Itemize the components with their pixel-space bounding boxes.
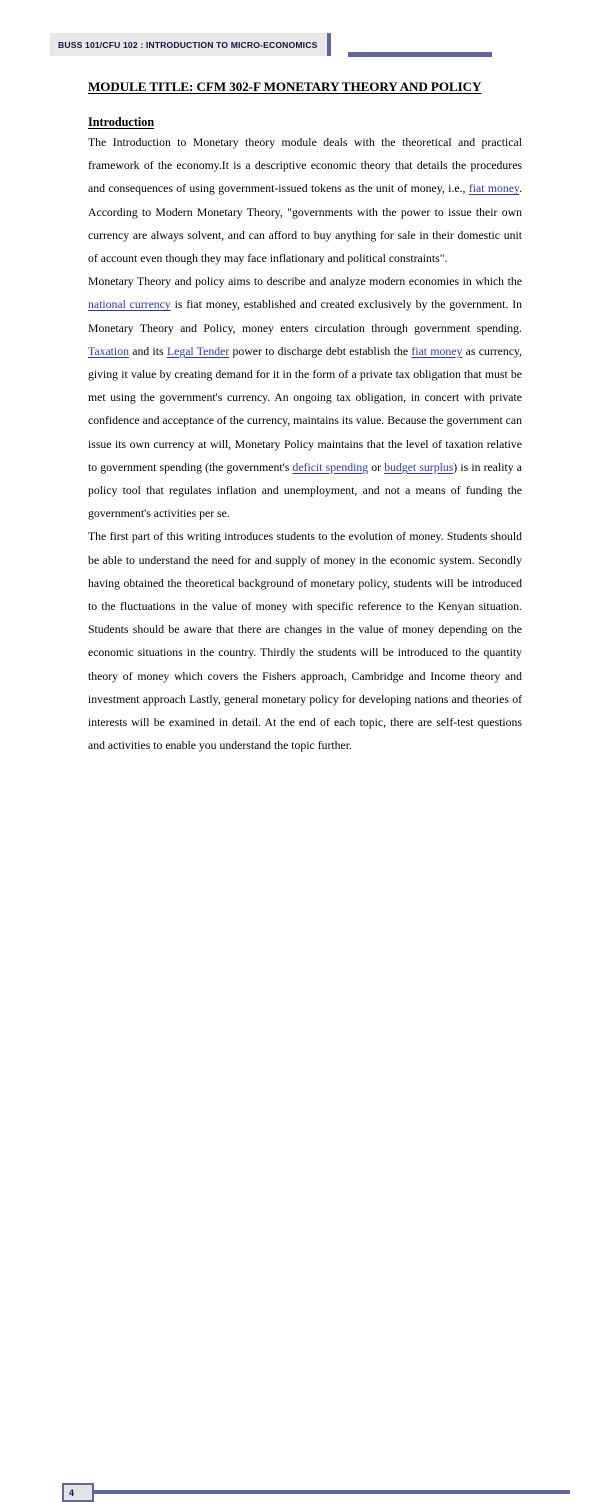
page-number-text: 4 (69, 1487, 75, 1498)
paragraph-monetary-theory (88, 270, 522, 525)
introduction-heading: Introduction (88, 115, 155, 129)
text-run: . According to Modern Monetary Theory, "governments with the power to issue their own currency are always solvent, and can afford to buy anything for sale in their domestic unit of account even though they may face inflationary and political constraints". (88, 182, 522, 266)
document-content (88, 78, 522, 757)
page-number-badge (62, 1483, 94, 1502)
link-fiat-money-1[interactable]: fiat money (468, 182, 520, 196)
footer-accent-rule (94, 1490, 570, 1494)
link-deficit-spending[interactable]: deficit spending (292, 460, 369, 474)
text-run: or (368, 460, 385, 474)
page-footer (0, 732, 612, 1498)
text-run: The Introduction to Monetary theory module deals with the theoretical and practical framework of the economy.It is a descriptive economic theory that details the procedures and consequences of using government-issued tokens as the unit of money, i.e., (88, 136, 522, 196)
link-budget-surplus[interactable]: budget surplus (384, 460, 454, 474)
paragraph-course-outline: The first part of this writing introduces students to the evolution of money. Students should be able to understand the need for and supply of money in the economic system. Secondly having obtained the theoretical background of monetary policy, students will be introduced to the fluctuations in the value of money with specific reference to the Kenyan situation. Students should be aware that there are changes in the value of money depending on the economic situations in the country. Thirdly the students will be introduced to the quantity theory of money which covers the Fishers approach, Cambridge and Income theory and investment approach Lastly, general monetary policy for developing nations and theories of interests will be examined in detail. At the end of each topic, there are self-test questions and activities to enable you understand the topic further. (88, 530, 522, 753)
link-national-currency[interactable]: national currency (88, 298, 171, 312)
course-title-banner (50, 33, 331, 56)
link-taxation[interactable]: Taxation (88, 344, 129, 358)
link-legal-tender[interactable]: Legal Tender (166, 344, 230, 358)
text-run: power to discharge debt establish the (229, 344, 412, 358)
paragraph-intro-overview (88, 131, 522, 270)
header-accent-rule (348, 52, 492, 57)
text-run: Monetary Theory and policy aims to describe and analyze modern economies in which the (88, 275, 522, 289)
text-run: ) is in reality a policy tool that regulates inflation and unemployment, and not a means of funding the government's activities per se. (88, 460, 522, 521)
link-fiat-money-2[interactable]: fiat money (411, 344, 463, 358)
module-title-heading: MODULE TITLE: CFM 302-F MONETARY THEORY AND POLICY (88, 79, 482, 94)
page-header (0, 0, 612, 70)
text-run: is fiat money, established and created exclusively by the government. In Monetary Theory and Policy, money enters circulation through government spending. (88, 298, 522, 335)
text-run: and its (128, 344, 167, 358)
text-run: as currency, giving it value by creating demand for it in the form of a private tax obligation that must be met using the government's currency. An ongoing tax obligation, in concert with private confidence and acceptance of the currency, maintains its value. Because the government can issue its own currency at will, Monetary Policy maintains that the level of taxation relative to government spending (the government's (88, 344, 522, 474)
course-title-text: BUSS 101/CFU 102 : INTRODUCTION TO MICRO-ECONOMICS (58, 39, 318, 50)
